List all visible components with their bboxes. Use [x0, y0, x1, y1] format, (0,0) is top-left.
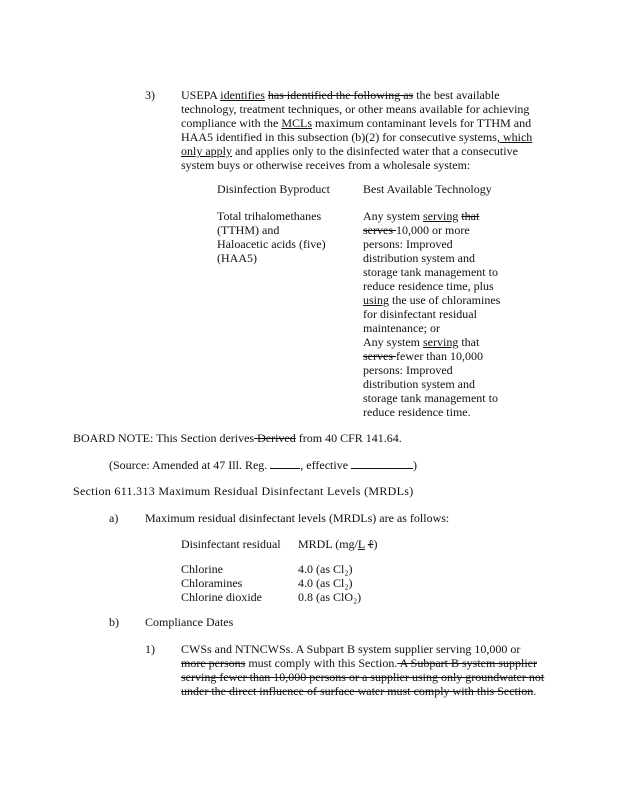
table2-residual-name: Chlorine dioxide — [181, 590, 262, 604]
para-3-line-6 — [181, 158, 470, 172]
table2-residual-list — [181, 562, 262, 604]
text-run: HAA5 identified in this subsection (b)(2) for consecutive systems — [181, 130, 497, 144]
text-run: distribution system and — [363, 377, 475, 391]
table2-header-residual: Disinfectant residual — [181, 537, 281, 551]
item-marker-3: 3) — [145, 88, 155, 102]
deleted-text: more persons — [181, 656, 246, 670]
table2-mrdl-list — [298, 562, 361, 604]
table1-technology-line — [363, 349, 500, 363]
table1-technology-line — [363, 237, 500, 251]
reg-number-blank — [270, 457, 300, 469]
table1-technology-line — [363, 405, 500, 419]
table1-technology-line — [363, 391, 500, 405]
text-run: storage tank management to — [363, 391, 498, 405]
table1-technology-line — [363, 265, 500, 279]
table1-technology-line — [363, 209, 500, 223]
mrdl-header-unit: L — [357, 537, 365, 551]
text-run: . — [533, 684, 537, 698]
table1-byproduct-list — [217, 209, 326, 265]
para-a-text: Maximum residual disinfectant levels (MRDLs) are as follows: — [145, 511, 450, 525]
text-run: USEPA — [181, 88, 221, 102]
para-b1-line-4 — [181, 684, 536, 698]
table2-mrdl-value: 4.0 (as Cl₂) — [298, 562, 353, 576]
deleted-text: serves — [363, 349, 396, 363]
deleted-text: serves — [363, 223, 396, 237]
table1-technology-line — [363, 335, 500, 349]
source-text-middle: , effective — [300, 458, 352, 472]
deleted-text: that — [461, 209, 480, 223]
table1-technology-line — [363, 279, 500, 293]
deleted-text: Derived — [254, 431, 296, 445]
text-run: the use of chloramines — [389, 293, 501, 307]
text-run: maintenance; or — [363, 321, 440, 335]
text-run: reduce residence time. — [363, 405, 471, 419]
table1-technology-line — [363, 377, 500, 391]
mrdl-header-struck-unit: ℓ — [367, 537, 374, 551]
table1-header-technology: Best Available Technology — [363, 182, 492, 196]
table1-byproduct-line: Total trihalomethanes — [217, 209, 322, 223]
text-run: compliance with the — [181, 116, 282, 130]
text-run: Any system — [363, 209, 423, 223]
table2-mrdl-value: 4.0 (as Cl₂) — [298, 576, 353, 590]
text-run: reduce residence time, plus — [363, 279, 494, 293]
text-run: the best available — [413, 88, 500, 102]
para-3-line-1 — [181, 88, 500, 102]
source-text-after: ) — [413, 458, 418, 472]
text-run: from 40 CFR 141.64. — [295, 431, 402, 445]
inserted-text: only apply — [181, 144, 232, 158]
text-run: that — [458, 335, 480, 349]
source-note — [109, 457, 417, 472]
inserted-text: serving — [423, 209, 459, 223]
para-b1-line-3 — [181, 670, 544, 684]
item-marker-a: a) — [109, 511, 119, 525]
text-run: system buys or otherwise receives from a wholesale system: — [181, 158, 471, 172]
text-run: fewer than 10,000 — [396, 349, 483, 363]
section-heading: Section 611.313 Maximum Residual Disinfectant Levels (MRDLs) — [73, 484, 414, 498]
text-run: storage tank management to — [363, 265, 498, 279]
inserted-text: using — [363, 293, 390, 307]
deleted-text: under the direct influence of surface water must comply with this Section — [181, 684, 534, 698]
table2-mrdl-value: 0.8 (as ClO₂) — [298, 590, 362, 604]
table1-technology-line — [363, 321, 500, 335]
inserted-text: serving — [423, 335, 459, 349]
mrdl-header-close: ) — [373, 537, 378, 551]
table1-technology-line — [363, 251, 500, 265]
para-b1-line-2 — [181, 656, 537, 670]
table2-residual-name: Chlorine — [181, 562, 223, 576]
source-text-before: (Source: Amended at 47 Ill. Reg. — [109, 458, 271, 472]
text-run: distribution system and — [363, 251, 475, 265]
text-run: 10,000 or more — [396, 223, 470, 237]
para-3-line-4 — [181, 130, 532, 144]
deleted-text: serving fewer than 10,000 persons or a supplier using only groundwater not — [181, 670, 545, 684]
text-run: maximum contaminant levels for TTHM and — [312, 116, 532, 130]
text-run: technology, treatment techniques, or other means available for achieving — [181, 102, 530, 116]
deleted-text: has identified the following as — [267, 88, 414, 102]
table1-header-byproduct: Disinfection Byproduct — [217, 182, 330, 196]
text-run: BOARD NOTE: This Section derives — [73, 431, 255, 445]
text-run: must comply with this Section. — [245, 656, 398, 670]
table1-byproduct-line: (HAA5) — [217, 251, 257, 265]
mrdl-header-text: MRDL (mg/ — [298, 537, 358, 551]
para-b-text: Compliance Dates — [145, 615, 234, 629]
table1-byproduct-line: Haloacetic acids (five) — [217, 237, 326, 251]
deleted-text: A Subpart B system supplier — [397, 656, 537, 670]
table2-header-mrdl — [298, 537, 378, 551]
item-marker-b1: 1) — [145, 642, 155, 656]
table1-technology-list — [363, 209, 500, 419]
table1-technology-line — [363, 307, 500, 321]
text-run: CWSs and NTNCWSs. A Subpart B system supplier serving 10,000 or — [181, 642, 521, 656]
para-3-line-5 — [181, 144, 518, 158]
para-3-line-2 — [181, 102, 529, 116]
para-3-line-3 — [181, 116, 531, 130]
effective-date-blank — [351, 457, 413, 469]
table1-technology-line — [363, 223, 500, 237]
table2-residual-name: Chloramines — [181, 576, 243, 590]
text-run: persons: Improved — [363, 363, 453, 377]
table1-technology-line — [363, 363, 500, 377]
board-note — [73, 431, 402, 445]
text-run: persons: Improved — [363, 237, 453, 251]
text-run: for disinfectant residual — [363, 307, 477, 321]
inserted-text: , which — [496, 130, 533, 144]
inserted-text: identifies — [220, 88, 265, 102]
para-b1-line-1 — [181, 642, 520, 656]
text-run: Any system — [363, 335, 423, 349]
inserted-text: MCLs — [281, 116, 312, 130]
item-marker-b: b) — [109, 615, 119, 629]
table1-byproduct-line: (TTHM) and — [217, 223, 280, 237]
table1-technology-line — [363, 293, 500, 307]
text-run: and applies only to the disinfected water that a consecutive — [232, 144, 518, 158]
